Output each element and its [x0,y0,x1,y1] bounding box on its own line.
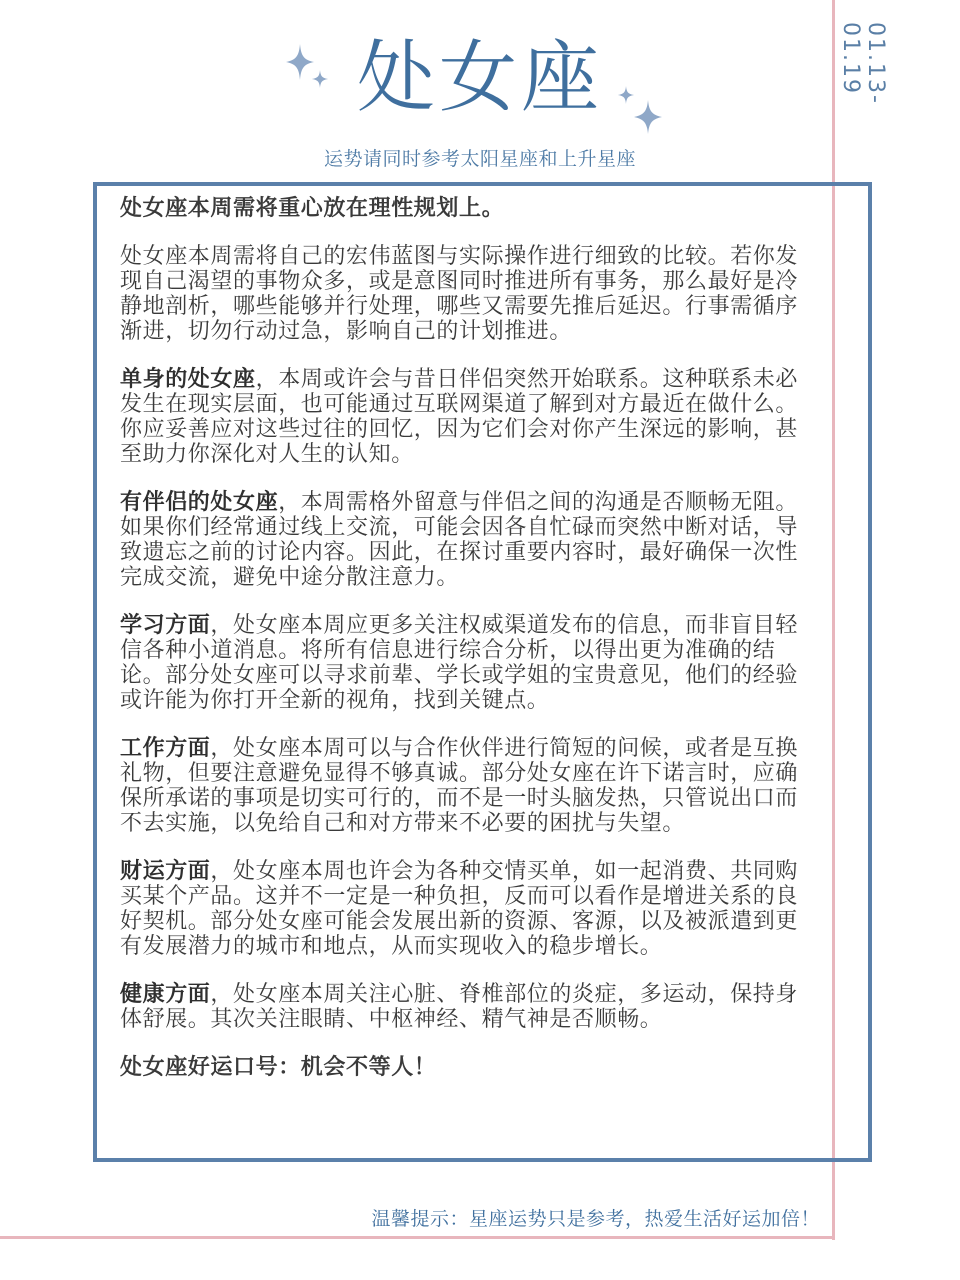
section-label: 有伴侣的处女座 [120,490,279,515]
section-label: 健康方面 [120,982,211,1007]
section-text: ，处女座本周也许会为各种交情买单，如一起消费、共同购买某个产品。这并不一定是一种负担，反而可以看作是增进关系的良好契机。部分处女座可能会发展出新的资源、客源，以及被派遣到更有发展潜力的城市和地点，从而实现收入的稳步增长。 [120,859,799,959]
section-label: 学习方面 [120,613,211,638]
section-partnered [120,490,820,590]
page-title: 处女座 [356,33,603,123]
section-label: 工作方面 [120,736,211,761]
section-text: ，处女座本周可以与合作伙伴进行简短的问候，或者是互换礼物，但要注意避免显得不够真诚。部分处女座在许下诺言时，应确保所承诺的事项是切实可行的，而不是一时头脑发热，只管说出口而不去实施，以免给自己和对方带来不必要的困扰与失望。 [120,736,799,836]
section-single [120,367,820,467]
section-text: ，本周需格外留意与伴侣之间的沟通是否顺畅无阻。如果你们经常通过线上交流，可能会因各自忙碌而突然中断对话，导致遗忘之前的讨论内容。因此，在探讨重要内容时，最好确保一次性完成交流，避免中途分散注意力。 [120,490,799,590]
section-text: ，处女座本周关注心脏、脊椎部位的炎症，多运动，保持身体舒展。其次关注眼睛、中枢神经、精气神是否顺畅。 [120,982,799,1032]
horoscope-content [120,196,820,1103]
date-range: 01.13-01.19 [838,22,888,105]
pink-horizontal-line [0,1236,835,1239]
section-study [120,613,820,713]
page-subtitle: 运势请同时参考太阳星座和上升星座 [323,148,636,170]
section-label: 财运方面 [120,859,211,884]
footer-tip: 温馨提示：星座运势只是参考，热爱生活好运加倍！ [371,1208,820,1230]
section-label: 单身的处女座 [120,367,256,392]
slogan: 处女座好运口号：机会不等人！ [120,1055,437,1080]
section-text: ，处女座本周应更多关注权威渠道发布的信息，而非盲目轻信各种小道消息。将所有信息进行综合分析，以得出更为准确的结论。部分处女座可以寻求前辈、学长或学姐的宝贵意见，他们的经验或许能为你打开全新的视角，找到关键点。 [120,613,799,713]
section-work [120,736,820,836]
headline: 处女座本周需将重心放在理性规划上。 [120,196,505,221]
section-wealth [120,859,820,959]
intro-paragraph: 处女座本周需将自己的宏伟蓝图与实际操作进行细致的比较。若你发现自己渴望的事物众多，或是意图同时推进所有事务，那么最好是冷静地剖析，哪些能够并行处理，哪些又需要先推后延迟。行事需循序渐进，切勿行动过急，影响自己的计划推进。 [120,244,799,344]
section-text: ，本周或许会与昔日伴侣突然开始联系。这种联系未必发生在现实层面，也可能通过互联网渠道了解到对方最近在做什么。你应妥善应对这些过往的回忆，因为它们会对你产生深远的影响，甚至助力你深化对人生的认知。 [120,367,799,467]
section-health [120,982,820,1032]
